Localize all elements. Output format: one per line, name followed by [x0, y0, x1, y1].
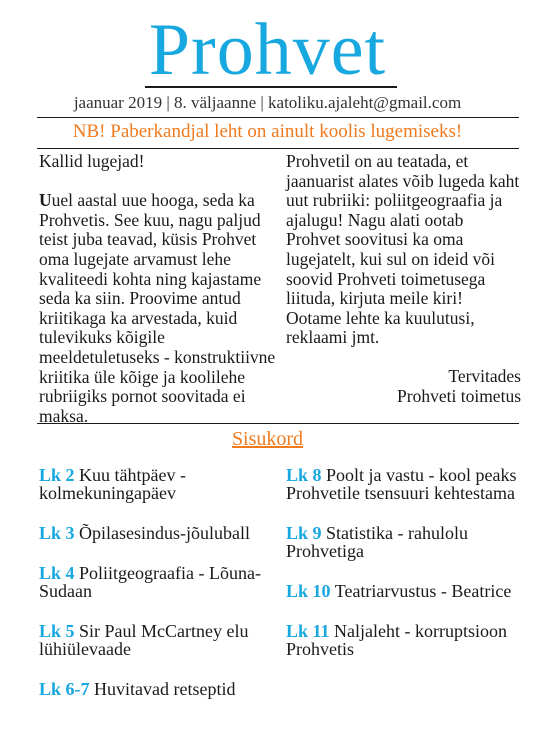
toc-item-title: Kuu tähtpäev - kolmekuningapäev: [39, 465, 186, 503]
drop-cap: U: [39, 190, 52, 211]
toc-page-number: Lk 4: [39, 563, 75, 583]
toc-item-title: Naljaleht - korruptsioon Prohvetis: [286, 621, 507, 659]
sign-greeting: Tervitades: [448, 365, 521, 386]
editorial-left-paragraph: [39, 191, 276, 426]
toc-item-title: Õpilasesindus-jõuluball: [79, 523, 251, 543]
toc-left-column: [39, 466, 279, 720]
toc-right-column: [286, 466, 526, 680]
editorial-greeting: Kallid lugejad!: [39, 151, 145, 171]
header-divider: [37, 117, 519, 118]
toc-item[interactable]: [39, 680, 279, 698]
editorial-left-text: uel aastal uue hooga, seda ka Prohvetis. See kuu, nagu paljud teist juba teavad, küsis Prohvet oma lugejate arvamust lehe kvaliteedi kohta ning kajastame seda ka siin. Proovime antud kriitikaga ka arvestada, kuid tulevikuks kõigile meeldetuletuseks - konstruktiivne kriitika üle kõige ja koolilehe rubriigiks pornot soovitada ei maksa.: [39, 190, 276, 426]
toc-item-title: Huvitavad retseptid: [94, 679, 236, 699]
paper-notice: NB! Paberkandjal leht on ainult koolis lugemiseks!: [72, 121, 463, 142]
toc-page-number: Lk 5: [39, 621, 75, 641]
toc-page-number: Lk 2: [39, 465, 75, 485]
editorial-left-column: [39, 152, 276, 426]
toc-item[interactable]: [286, 582, 526, 600]
toc-item[interactable]: [39, 564, 279, 600]
toc-page-number: Lk 8: [286, 465, 322, 485]
toc-page-number: Lk 10: [286, 581, 331, 601]
toc-item[interactable]: [39, 466, 279, 502]
toc-item[interactable]: [286, 466, 526, 502]
issue-info: jaanuar 2019 | 8. väljaanne | katoliku.ajaleht@gmail.com: [73, 93, 462, 112]
toc-item-title: Sir Paul McCartney elu lühiülevaade: [39, 621, 249, 659]
toc-item[interactable]: [286, 524, 526, 560]
toc-item-title: Teatriarvustus - Beatrice: [334, 581, 512, 601]
toc-item-title: Poolt ja vastu - kool peaks Prohvetile tsensuuri kehtestama: [286, 465, 517, 503]
toc-page-number: Lk 3: [39, 523, 75, 543]
toc-page-number: Lk 9: [286, 523, 322, 543]
toc-page-number: Lk 11: [286, 621, 330, 641]
toc-title: Sisukord: [231, 428, 304, 450]
toc-item-title: Poliitgeograafia - Lõuna-Sudaan: [39, 563, 261, 601]
newspaper-title: Prohvet: [148, 9, 387, 91]
toc-item[interactable]: [39, 524, 279, 542]
notice-divider: [37, 148, 519, 149]
sign-name: Prohveti toimetus: [397, 385, 521, 406]
toc-page-number: Lk 6-7: [39, 679, 90, 699]
toc-item[interactable]: [286, 622, 526, 658]
editorial-right-text: Prohvetil on au teatada, et jaanuarist alates võib lugeda kaht uut rubriiki: poliitgeograafia ja ajalugu! Nagu alati ootab Prohvet soovitusi ka oma lugejatelt, kui sul on ideid või soovid Prohveti toimetusega liituda, kirjuta meile kiri! Ootame lehte ka kuulutusi, reklaami jmt.: [286, 151, 520, 348]
toc-item[interactable]: [39, 622, 279, 658]
editorial-right-column: [286, 152, 521, 406]
toc-item-title: Statistika - rahulolu Prohvetiga: [286, 523, 469, 561]
title-underline: [145, 86, 397, 88]
toc-divider: [37, 423, 519, 424]
